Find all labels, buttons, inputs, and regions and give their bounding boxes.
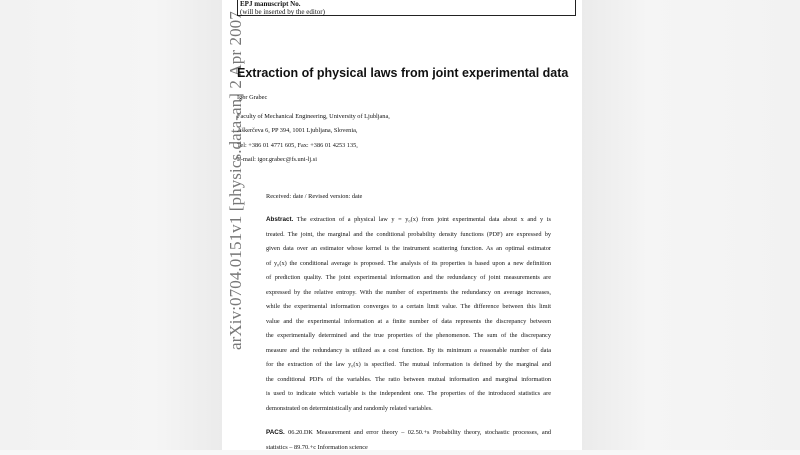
affiliation-line-2: Aškerčeva 6, PP 394, 1001 Ljubljana, Slovenia, [237, 127, 357, 134]
paper-title: Extraction of physical laws from joint experimental data [237, 66, 568, 80]
abstract-line: value and the experimental information at a finite number of data represents the discrepancy between [266, 315, 551, 330]
pacs-block [266, 426, 551, 455]
arxiv-identifier-stamp: arXiv:0704.0151v1 [physics.data-an] 2 Apr 2007 [226, 11, 246, 350]
abstract-line: while the experimental information converges to a certain limit value. The difference between this limit [266, 300, 551, 315]
abstract-line: of prediction quality. The joint experimental information and the redundancy of joint measurements are [266, 271, 551, 286]
pacs-line-text: 06.20.DK Measurement and error theory – 02.50.+s Probability theory, stochastic processes, and [288, 429, 551, 436]
manuscript-number-box [237, 0, 576, 16]
affiliation-line-1: Faculty of Mechanical Engineering, University of Ljubljana, [237, 113, 390, 120]
abstract-line: treated. The joint, the marginal and the conditional probability density functions (PDF) are expressed by [266, 228, 551, 243]
left-margin-background [0, 0, 222, 450]
abstract-line: the experimentally determined and the true properties of the phenomenon. The sum of the discrepancy [266, 329, 551, 344]
abstract-line-text: The extraction of a physical law y = y₀(x) from joint experimental data about x and y is [297, 216, 551, 223]
abstract-heading: Abstract. [266, 216, 293, 223]
manuscript-note: (will be inserted by the editor) [240, 8, 575, 16]
abstract-line: the conditional PDFs of the variables. The ratio between mutual information and marginal information [266, 373, 551, 388]
abstract-block [266, 213, 551, 416]
abstract-line: demonstrated on deterministically and randomly related variables. [266, 402, 551, 417]
pacs-line: statistics – 89.70.+c Information science [266, 441, 551, 455]
abstract-line: is used to indicate which variable is the independent one. The properties of the introduced statistics are [266, 387, 551, 402]
author-name: Igor Grabec [237, 94, 267, 101]
affiliation-line-3: Tel: +386 01 4771 605, Fax: +386 01 4253 135, [237, 142, 358, 149]
abstract-line: for the extraction of the law y₀(x) is specified. The mutual information is defined by the marginal and [266, 358, 551, 373]
abstract-line: measure and the redundancy is utilized as a cost function. By its minimum a reasonable number of data [266, 344, 551, 359]
manuscript-label: EPJ manuscript No. [240, 0, 575, 8]
pacs-line [266, 426, 551, 441]
abstract-line: of y₀(x) the conditional average is proposed. The analysis of its properties is based upon a new definition [266, 257, 551, 272]
abstract-line: expressed by the relative entropy. With the number of experiments the redundancy on average increases, [266, 286, 551, 301]
affiliation-email: E-mail: igor.grabec@fs.uni-lj.si [237, 156, 317, 163]
right-margin-background [582, 0, 800, 450]
received-date-line: Received: date / Revised version: date [266, 193, 362, 200]
pacs-heading: PACS. [266, 429, 285, 436]
abstract-line [266, 213, 551, 228]
abstract-line: given data over an estimator whose kernel is the instrument scattering function. As an optimal estimator [266, 242, 551, 257]
